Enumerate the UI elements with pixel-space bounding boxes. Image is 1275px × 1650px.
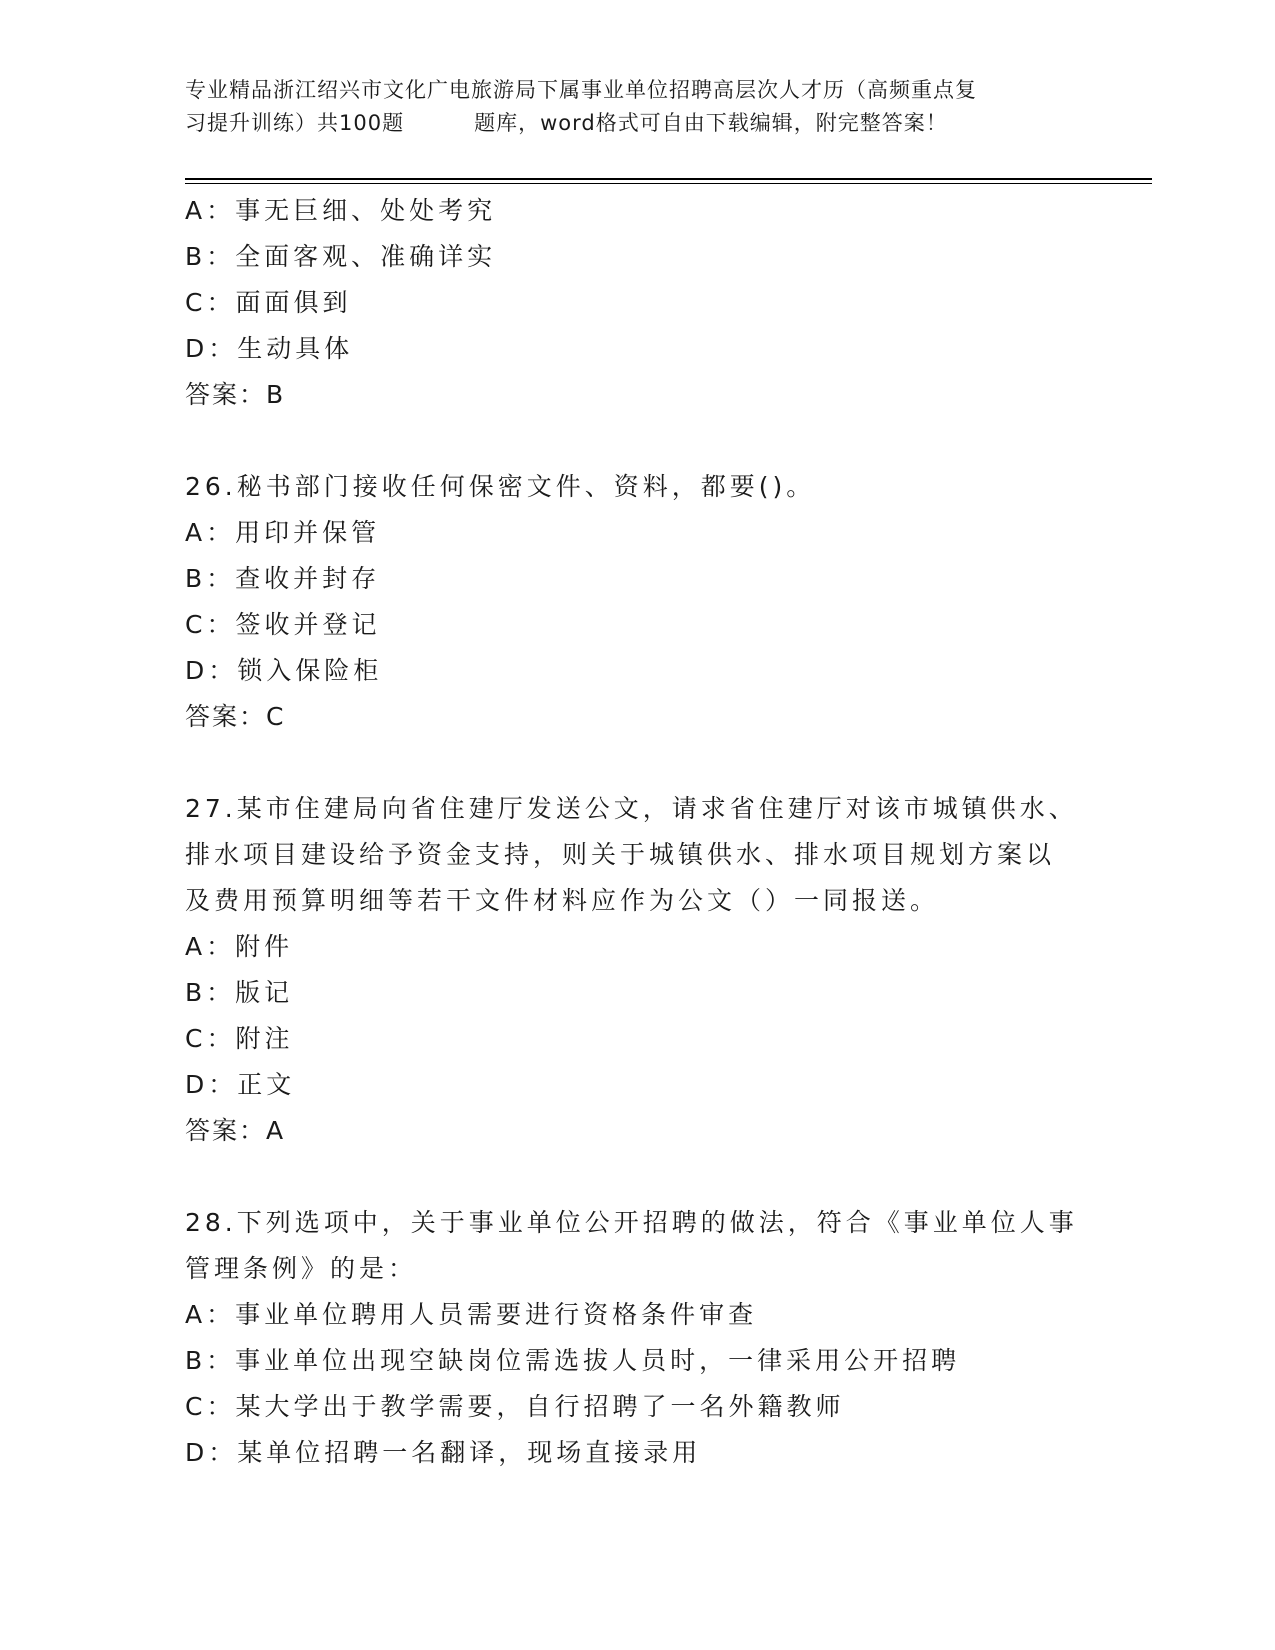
header-rule-thin xyxy=(185,183,1152,184)
header-line-2-part-2: 题库，word格式可自由下载编辑，附完整答案！ xyxy=(474,111,948,135)
answer-line: 答案：B xyxy=(185,380,286,409)
option-d: D：正文 xyxy=(185,1070,296,1099)
question-spacer xyxy=(185,1154,1105,1200)
question-text: 26.秘书部门接收任何保密文件、资料，都要()。 xyxy=(185,472,816,501)
option-d: D：某单位招聘一名翻译，现场直接录用 xyxy=(185,1438,702,1467)
question-28 xyxy=(185,1200,1105,1476)
option-c: C：面面俱到 xyxy=(185,288,352,317)
option-a: A：事无巨细、处处考究 xyxy=(185,196,497,225)
option-b: B：全面客观、准确详实 xyxy=(185,242,497,271)
header-line-2-part-1: 习提升训练）共100题 xyxy=(185,111,405,135)
option-c: C：附注 xyxy=(185,1024,294,1053)
question-text-line-2: 排水项目建设给予资金支持，则关于城镇供水、排水项目规划方案以 xyxy=(185,840,1056,869)
header-rule-thick xyxy=(185,178,1152,180)
question-25-continuation xyxy=(185,188,1105,418)
question-text-line-2: 管理条例》的是： xyxy=(185,1254,418,1283)
option-d: D：锁入保险柜 xyxy=(185,656,383,685)
question-27 xyxy=(185,786,1105,1154)
option-c: C：签收并登记 xyxy=(185,610,381,639)
header-line-2 xyxy=(185,107,1085,140)
question-26 xyxy=(185,464,1105,740)
option-a: A：事业单位聘用人员需要进行资格条件审查 xyxy=(185,1300,758,1329)
answer-line: 答案：A xyxy=(185,1116,286,1145)
question-text-line-3: 及费用预算明细等若干文件材料应作为公文（）一同报送。 xyxy=(185,886,940,915)
option-b: B：版记 xyxy=(185,978,294,1007)
option-a: A：附件 xyxy=(185,932,294,961)
option-b: B：查收并封存 xyxy=(185,564,381,593)
option-d: D：生动具体 xyxy=(185,334,354,363)
header-line-1: 专业精品浙江绍兴市文化广电旅游局下属事业单位招聘高层次人才历（高频重点复 xyxy=(185,78,977,102)
question-spacer xyxy=(185,740,1105,786)
answer-line: 答案：C xyxy=(185,702,286,731)
question-spacer xyxy=(185,418,1105,464)
document-header xyxy=(185,74,1085,140)
question-text-line-1: 27.某市住建局向省住建厅发送公文，请求省住建厅对该市城镇供水、 xyxy=(185,794,1078,823)
option-a: A：用印并保管 xyxy=(185,518,381,547)
question-list xyxy=(185,188,1105,1476)
question-text-line-1: 28.下列选项中，关于事业单位公开招聘的做法，符合《事业单位人事 xyxy=(185,1208,1078,1237)
option-b: B：事业单位出现空缺岗位需选拔人员时，一律采用公开招聘 xyxy=(185,1346,961,1375)
option-c: C：某大学出于教学需要，自行招聘了一名外籍教师 xyxy=(185,1392,845,1421)
